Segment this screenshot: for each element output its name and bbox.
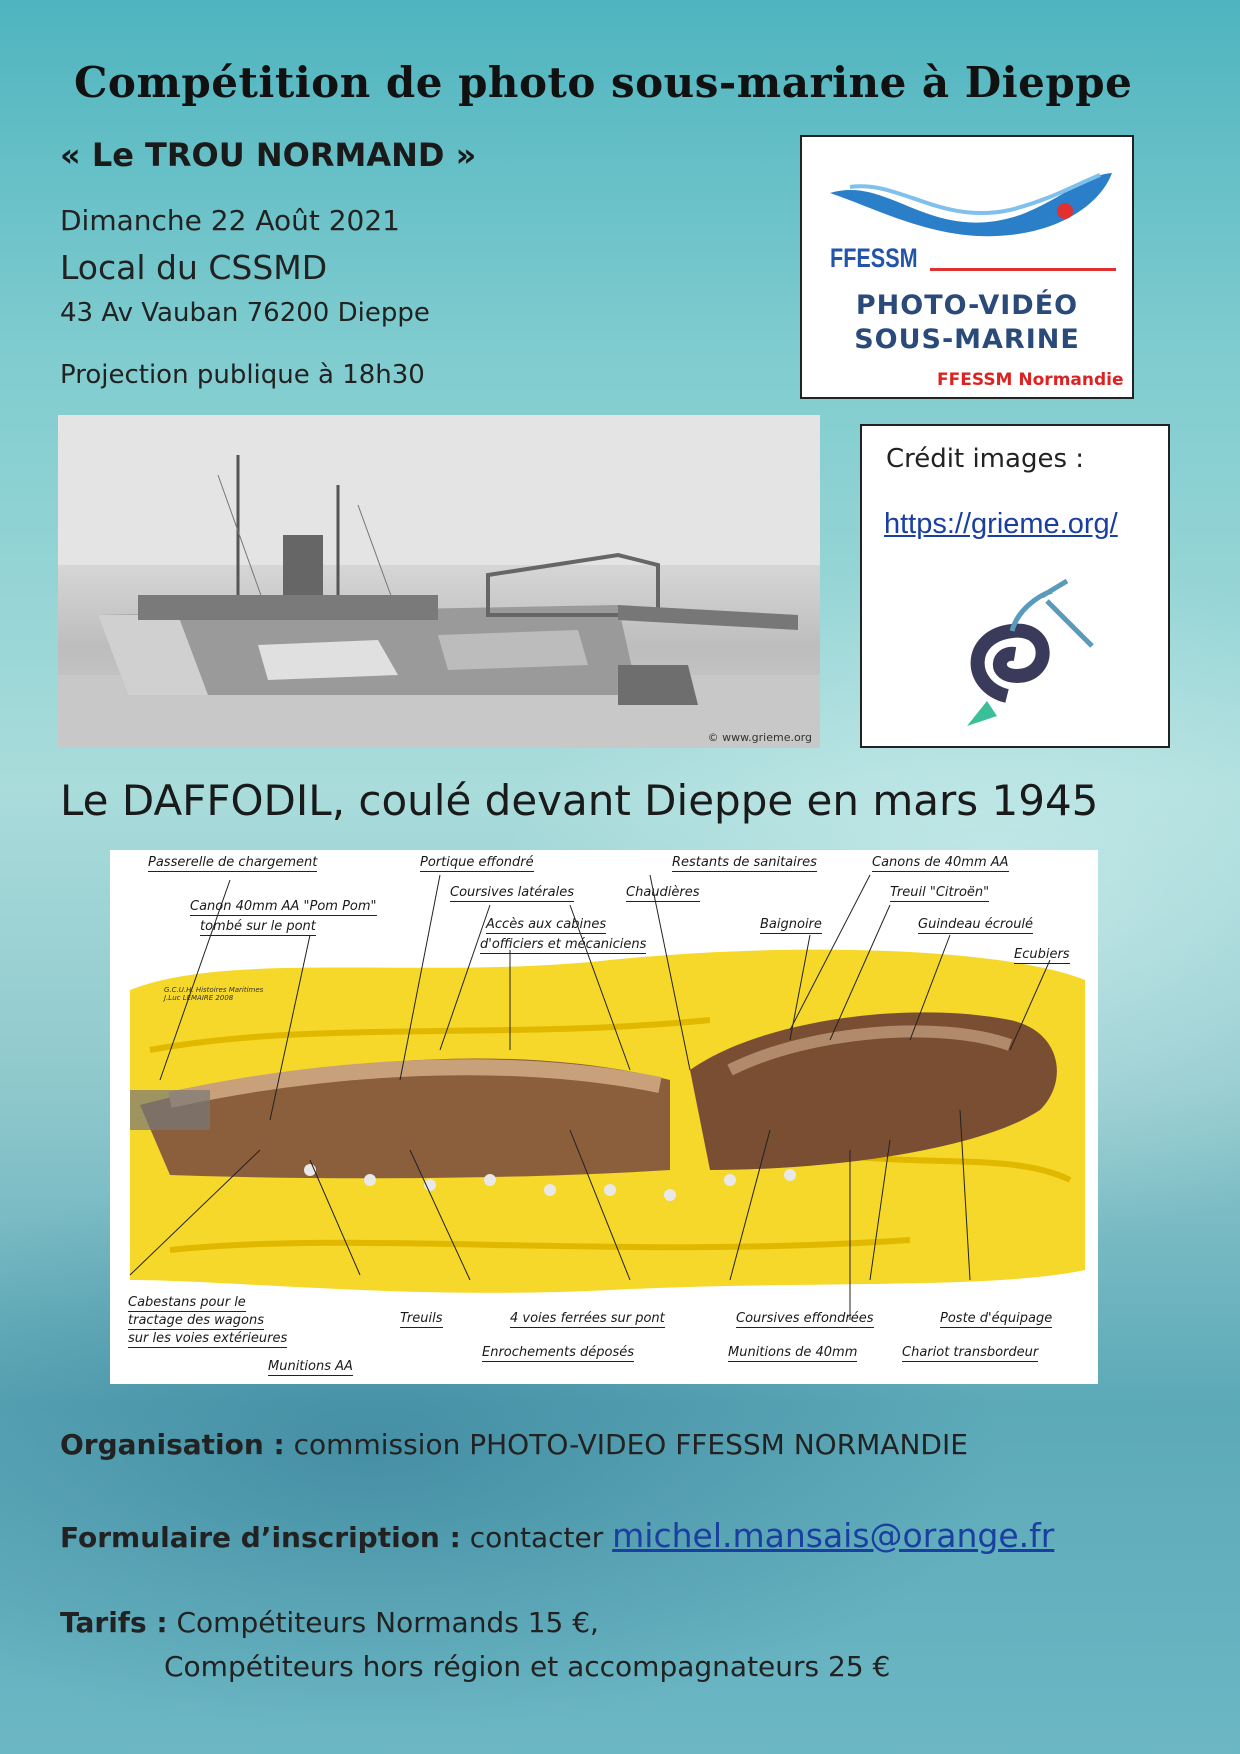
brand-divider (930, 268, 1116, 271)
page-title: Compétition de photo sous-marine à Dieppe (74, 58, 1133, 107)
label-baignoire: Baignoire (760, 917, 822, 932)
label-sanitaires: Restants de sanitaires (672, 855, 817, 870)
diagram-author: G.C.U.H. Histoires Maritimes J.Luc LEMAIRE 2008 (164, 986, 264, 1002)
label-canon-pompom: Canon 40mm AA "Pom Pom" (190, 899, 377, 914)
tarif-normands: Compétiteurs Normands 15 €, (167, 1606, 599, 1639)
tarif-hors-region: Compétiteurs hors région et accompagnateurs 25 € (164, 1650, 891, 1683)
wreck-caption: Le DAFFODIL, coulé devant Dieppe en mars 1945 (60, 776, 1099, 825)
credits-box (860, 424, 1170, 748)
label-treuil-citroen: Treuil "Citroën" (890, 885, 990, 900)
label-cabestans: Cabestans pour le (128, 1295, 246, 1310)
label-acces-2: d'officiers et mécaniciens (480, 937, 647, 952)
registration-line (60, 1516, 1054, 1555)
label-guindeau: Guindeau écroulé (918, 917, 1034, 932)
label-cabestans-2: tractage des wagons (128, 1313, 264, 1328)
mermaid-logo-icon (957, 576, 1097, 736)
event-venue: Local du CSSMD (60, 248, 328, 287)
registration-label: Formulaire d’inscription : (60, 1521, 461, 1554)
ship-photo (58, 415, 820, 748)
photo-watermark: © www.grieme.org (707, 731, 812, 744)
label-passerelle: Passerelle de chargement (148, 855, 318, 870)
credits-label: Crédit images : (886, 444, 1085, 474)
event-projection: Projection publique à 18h30 (60, 360, 425, 390)
wave-logo-icon (820, 155, 1120, 245)
organisation-line (60, 1428, 968, 1461)
event-address: 43 Av Vauban 76200 Dieppe (60, 298, 430, 328)
contact-email-link[interactable]: michel.mansais@orange.fr (612, 1516, 1055, 1555)
label-canon-pompom-2: tombé sur le pont (200, 919, 316, 934)
logo-line-1: PHOTO-VIDÉO (855, 290, 1079, 321)
ffessm-logo (800, 135, 1134, 399)
event-date: Dimanche 22 Août 2021 (60, 204, 400, 237)
label-poste: Poste d'équipage (940, 1311, 1053, 1326)
label-voies: 4 voies ferrées sur pont (510, 1311, 665, 1326)
label-munitions-aa: Munitions AA (268, 1359, 353, 1374)
registration-value: contacter (460, 1521, 613, 1554)
tarifs-label: Tarifs : (60, 1606, 168, 1639)
label-coursives-effondrees: Coursives effondrées (736, 1311, 874, 1326)
label-chaudieres: Chaudières (626, 885, 700, 900)
logo-line-2: SOUS-MARINE (854, 324, 1080, 355)
label-ecubiers: Ecubiers (1014, 947, 1070, 962)
label-acces: Accès aux cabines (486, 917, 607, 932)
label-canons: Canons de 40mm AA (872, 855, 1009, 870)
label-munitions-40: Munitions de 40mm (728, 1345, 858, 1360)
credits-link[interactable]: https://grieme.org/ (884, 508, 1118, 540)
logo-region: FFESSM Normandie (937, 370, 1124, 390)
label-coursives: Coursives latérales (450, 885, 574, 900)
event-subtitle: « Le TROU NORMAND » (60, 136, 477, 174)
tarifs-line (60, 1606, 599, 1639)
organisation-value: commission PHOTO-VIDEO FFESSM NORMANDIE (284, 1428, 968, 1461)
ship-illustration (58, 415, 820, 748)
label-chariot: Chariot transbordeur (902, 1345, 1039, 1360)
label-cabestans-3: sur les voies extérieures (128, 1331, 288, 1346)
wreck-diagram (110, 850, 1098, 1384)
ffessm-brand: FFESSM (830, 243, 918, 273)
label-treuils: Treuils (400, 1311, 443, 1326)
organisation-label: Organisation : (60, 1428, 285, 1461)
label-enrochements: Enrochements déposés (482, 1345, 635, 1360)
label-portique: Portique effondré (420, 855, 534, 870)
